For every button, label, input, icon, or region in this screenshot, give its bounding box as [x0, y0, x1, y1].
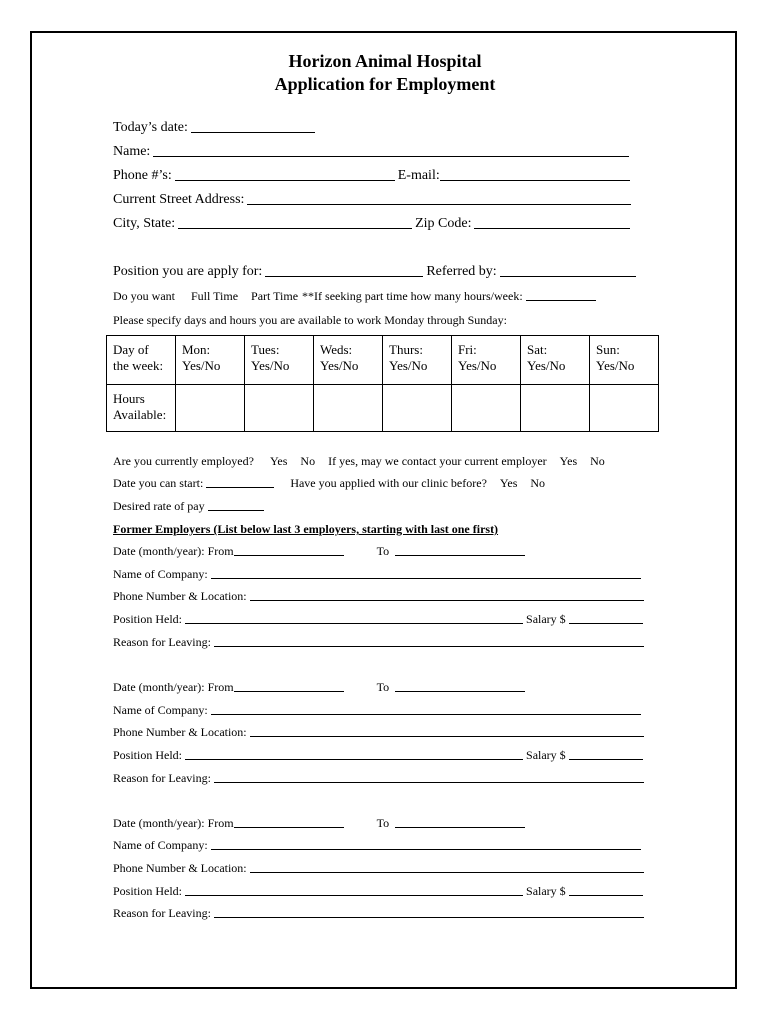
- hours-row: [107, 385, 659, 432]
- hours-cell-thurs[interactable]: [383, 385, 452, 432]
- position-row: [113, 264, 639, 280]
- position-held-label: Position Held:: [113, 748, 183, 762]
- employer2-position-field[interactable]: [185, 759, 523, 760]
- employer3-date-row: [113, 816, 528, 831]
- form-title: Horizon Animal Hospital: [288, 51, 482, 71]
- employer1-position-row: [113, 612, 646, 627]
- day-name: Tues:: [251, 342, 280, 357]
- city-zip-row: [113, 216, 633, 232]
- phone-field[interactable]: [175, 180, 395, 181]
- company-label: Name of Company:: [113, 703, 208, 717]
- to-label: To: [376, 544, 390, 558]
- employed-yes-option[interactable]: Yes: [269, 454, 288, 468]
- city-state-field[interactable]: [178, 228, 412, 229]
- contact-no-option[interactable]: No: [590, 454, 605, 468]
- company-label: Name of Company:: [113, 838, 208, 852]
- employer3-reason-field[interactable]: [214, 917, 644, 918]
- phone-label: Phone #’s:: [113, 168, 172, 183]
- yes-no-option[interactable]: Yes/No: [458, 358, 497, 373]
- employer3-phone-row: [113, 861, 647, 876]
- day-name: Mon:: [182, 342, 211, 357]
- email-label: E-mail:: [397, 168, 440, 183]
- yes-no-option[interactable]: Yes/No: [320, 358, 359, 373]
- employer2-date-row: [113, 680, 528, 695]
- day-name: Thurs:: [389, 342, 423, 357]
- employer1-company-row: [113, 567, 644, 582]
- start-date-field[interactable]: [206, 487, 274, 488]
- position-held-label: Position Held:: [113, 612, 183, 626]
- day-row: [107, 336, 659, 385]
- todays-date-field[interactable]: [191, 132, 315, 133]
- applied-before-label: Have you applied with our clinic before?: [290, 476, 487, 490]
- employer2-phone-field[interactable]: [250, 736, 644, 737]
- day-header-line2: the week:: [113, 358, 164, 373]
- employer3-salary-field[interactable]: [569, 895, 643, 896]
- employer1-salary-field[interactable]: [569, 623, 643, 624]
- salary-label: Salary $: [526, 884, 566, 898]
- reason-label: Reason for Leaving:: [113, 635, 211, 649]
- day-name: Sun:: [596, 342, 620, 357]
- contact-yes-option[interactable]: Yes: [559, 454, 578, 468]
- day-name: Sat:: [527, 342, 548, 357]
- day-cell-sat[interactable]: [521, 336, 590, 385]
- availability-table: [106, 335, 659, 432]
- day-cell-tues[interactable]: [245, 336, 314, 385]
- yes-no-option[interactable]: Yes/No: [596, 358, 635, 373]
- employed-no-option[interactable]: No: [300, 454, 316, 468]
- name-label: Name:: [113, 144, 151, 159]
- employer3-from-field[interactable]: [234, 827, 344, 828]
- employer2-company-row: [113, 703, 644, 718]
- employer1-to-field[interactable]: [395, 555, 525, 556]
- applied-yes-option[interactable]: Yes: [499, 476, 518, 490]
- date-from-label: Date (month/year): From: [113, 816, 234, 830]
- employer2-reason-row: [113, 771, 647, 786]
- yes-no-option[interactable]: Yes/No: [251, 358, 290, 373]
- date-from-label: Date (month/year): From: [113, 680, 234, 694]
- employer3-company-field[interactable]: [211, 849, 641, 850]
- yes-no-option[interactable]: Yes/No: [527, 358, 566, 373]
- currently-employed-row: [113, 454, 605, 469]
- desired-rate-row: [113, 499, 267, 514]
- day-name: Weds:: [320, 342, 353, 357]
- salary-label: Salary $: [526, 748, 566, 762]
- day-cell-weds[interactable]: [314, 336, 383, 385]
- zip-field[interactable]: [474, 228, 630, 229]
- employer1-date-row: [113, 544, 528, 559]
- phone-location-label: Phone Number & Location:: [113, 725, 247, 739]
- employer2-phone-row: [113, 725, 647, 740]
- former-employers-heading-text: Former Employers (List below last 3 employers, starting with last one first): [113, 522, 499, 536]
- employer1-reason-row: [113, 635, 647, 650]
- day-cell-thurs[interactable]: [383, 336, 452, 385]
- specify-days-row: [113, 313, 507, 328]
- employer2-to-field[interactable]: [395, 691, 525, 692]
- day-cell-fri[interactable]: [452, 336, 521, 385]
- hours-header-line1: Hours: [113, 391, 145, 406]
- to-label: To: [376, 680, 390, 694]
- employer1-position-field[interactable]: [185, 623, 523, 624]
- day-header-line1: Day of: [113, 342, 149, 357]
- specify-days-label: Please specify days and hours you are available to work Monday through Sunday:: [113, 313, 507, 327]
- city-state-label: City, State:: [113, 216, 176, 231]
- may-contact-label: If yes, may we contact your current employer: [328, 454, 547, 468]
- street-label: Current Street Address:: [113, 192, 245, 207]
- currently-employed-label: Are you currently employed?: [113, 454, 254, 468]
- position-label: Position you are apply for:: [113, 264, 263, 279]
- salary-label: Salary $: [526, 612, 566, 626]
- phone-location-label: Phone Number & Location:: [113, 861, 247, 875]
- do-you-want-label: Do you want: [113, 289, 175, 303]
- employer3-company-row: [113, 838, 644, 853]
- reason-label: Reason for Leaving:: [113, 771, 211, 785]
- day-header-cell: [107, 336, 176, 385]
- company-label: Name of Company:: [113, 567, 208, 581]
- yes-no-option[interactable]: Yes/No: [182, 358, 221, 373]
- phone-location-label: Phone Number & Location:: [113, 589, 247, 603]
- start-date-row: [113, 476, 545, 491]
- referred-by-label: Referred by:: [426, 264, 497, 279]
- todays-date-row: [113, 120, 318, 136]
- employer1-reason-field[interactable]: [214, 646, 644, 647]
- employer2-company-field[interactable]: [211, 714, 641, 715]
- hours-header-line2: Available:: [113, 407, 167, 422]
- employer1-phone-field[interactable]: [250, 600, 644, 601]
- part-time-hours-label: **If seeking part time how many hours/week:: [302, 289, 523, 303]
- to-label: To: [376, 816, 390, 830]
- employer3-position-row: [113, 884, 646, 899]
- phone-email-row: [113, 168, 633, 184]
- applied-no-option[interactable]: No: [530, 476, 546, 490]
- desired-rate-field[interactable]: [208, 510, 264, 511]
- employer1-from-field[interactable]: [234, 555, 344, 556]
- date-from-label: Date (month/year): From: [113, 544, 234, 558]
- hours-cell-sun[interactable]: [590, 385, 659, 432]
- referred-by-field[interactable]: [500, 276, 636, 277]
- part-time-option[interactable]: Part Time: [251, 289, 299, 303]
- employer3-position-field[interactable]: [185, 895, 523, 896]
- employer2-from-field[interactable]: [234, 691, 344, 692]
- employer3-reason-row: [113, 906, 647, 921]
- day-name: Fri:: [458, 342, 477, 357]
- employer3-to-field[interactable]: [395, 827, 525, 828]
- street-row: [113, 192, 634, 208]
- todays-date-label: Today’s date:: [113, 120, 188, 135]
- day-cell-sun[interactable]: [590, 336, 659, 385]
- employer2-reason-field[interactable]: [214, 782, 644, 783]
- name-row: [113, 144, 632, 160]
- email-field[interactable]: [440, 180, 630, 181]
- former-employers-heading: [113, 522, 498, 537]
- hours-cell-mon[interactable]: [176, 385, 245, 432]
- employer1-company-field[interactable]: [211, 578, 641, 579]
- part-time-hours-field[interactable]: [526, 300, 596, 301]
- hours-cell-fri[interactable]: [452, 385, 521, 432]
- work-type-row: [113, 289, 599, 304]
- full-time-option[interactable]: Full Time: [191, 289, 239, 303]
- position-field[interactable]: [265, 276, 423, 277]
- reason-label: Reason for Leaving:: [113, 906, 211, 920]
- hours-cell-weds[interactable]: [314, 385, 383, 432]
- hours-cell-tues[interactable]: [245, 385, 314, 432]
- employer3-phone-field[interactable]: [250, 872, 644, 873]
- day-cell-mon[interactable]: [176, 336, 245, 385]
- hours-cell-sat[interactable]: [521, 385, 590, 432]
- name-field[interactable]: [153, 156, 629, 157]
- desired-rate-label: Desired rate of pay: [113, 499, 205, 513]
- street-field[interactable]: [247, 204, 631, 205]
- employer2-position-row: [113, 748, 646, 763]
- yes-no-option[interactable]: Yes/No: [389, 358, 428, 373]
- start-date-label: Date you can start:: [113, 476, 204, 490]
- position-held-label: Position Held:: [113, 884, 183, 898]
- hours-header-cell: [107, 385, 176, 432]
- employer1-phone-row: [113, 589, 647, 604]
- zip-label: Zip Code:: [415, 216, 472, 231]
- form-subtitle: Application for Employment: [274, 74, 496, 94]
- employer2-salary-field[interactable]: [569, 759, 643, 760]
